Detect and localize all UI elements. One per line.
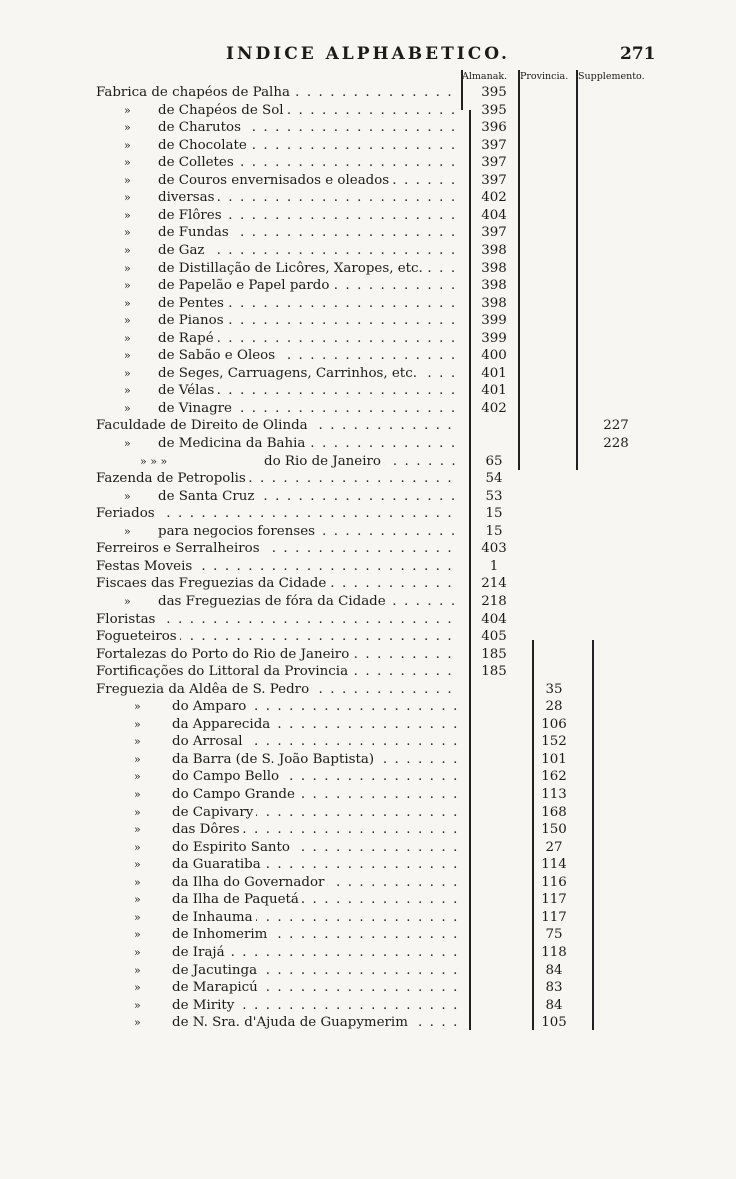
index-entry bbox=[0, 962, 736, 980]
entry-label bbox=[158, 295, 460, 313]
entry-label-text: da Guaratiba bbox=[172, 857, 264, 872]
page-ref-provincia: 84 bbox=[545, 962, 563, 978]
index-entry bbox=[0, 751, 736, 769]
ditto-mark: » bbox=[124, 121, 131, 135]
entry-label-text: de Seges, Carruagens, Carrinhos, etc. bbox=[158, 366, 420, 381]
entry-label-text: Fortificações do Littoral da Provincia bbox=[96, 664, 351, 679]
page-ref-almanak: 403 bbox=[481, 541, 507, 557]
ditto-mark: » bbox=[134, 752, 141, 766]
entry-label bbox=[158, 207, 460, 225]
entry-label bbox=[158, 435, 460, 453]
ditto-mark: » bbox=[134, 1016, 141, 1030]
entry-label bbox=[158, 312, 460, 330]
index-entry bbox=[0, 154, 736, 172]
page-ref-almanak: 395 bbox=[481, 102, 507, 118]
index-entry bbox=[0, 207, 736, 225]
index-entry bbox=[0, 558, 736, 576]
entry-label-text: das Freguezias de fóra da Cidade bbox=[158, 594, 389, 609]
ditto-mark: » bbox=[134, 998, 141, 1012]
page-ref-almanak: 402 bbox=[481, 400, 507, 416]
entry-label-text: para negocios forenses bbox=[158, 524, 318, 539]
index-entry bbox=[0, 137, 736, 155]
entry-label bbox=[158, 137, 460, 155]
page-ref-almanak: 396 bbox=[481, 120, 507, 136]
page-ref-almanak: 65 bbox=[485, 453, 503, 469]
entry-label bbox=[158, 260, 460, 278]
entry-label bbox=[172, 909, 460, 927]
page-title: INDICE ALPHABETICO. bbox=[226, 44, 510, 64]
entry-label bbox=[158, 400, 460, 418]
entry-label-text: da Barra (de S. João Baptista) bbox=[172, 752, 377, 767]
column-header-provincia: Provincia. bbox=[520, 71, 569, 82]
ditto-mark: » bbox=[134, 858, 141, 872]
index-entry bbox=[0, 979, 736, 997]
page-ref-almanak: 214 bbox=[481, 576, 507, 592]
ditto-mark: » bbox=[124, 156, 131, 170]
page-ref-provincia: 150 bbox=[541, 822, 567, 838]
entry-label bbox=[172, 716, 460, 734]
ditto-mark: » bbox=[124, 489, 131, 503]
entry-label bbox=[96, 681, 460, 699]
page-ref-almanak: 397 bbox=[481, 155, 507, 171]
ditto-mark: » bbox=[134, 928, 141, 942]
ditto-mark: » bbox=[134, 981, 141, 995]
entry-label bbox=[158, 330, 460, 348]
entry-label bbox=[172, 874, 460, 892]
index-entry bbox=[0, 786, 736, 804]
page-ref-provincia: 27 bbox=[545, 839, 563, 855]
index-entry bbox=[0, 382, 736, 400]
entry-label bbox=[172, 1014, 460, 1032]
entry-label-text: de Jacutinga bbox=[172, 963, 260, 978]
ditto-mark: » bbox=[124, 349, 131, 363]
entry-label bbox=[172, 839, 460, 857]
index-entry bbox=[0, 926, 736, 944]
page-ref-provincia: 101 bbox=[541, 751, 567, 767]
page-ref-almanak: 398 bbox=[481, 260, 507, 276]
index-entry bbox=[0, 821, 736, 839]
column-header-supplemento: Supplemento. bbox=[578, 71, 645, 82]
entry-label bbox=[158, 102, 460, 120]
index-entry bbox=[0, 593, 736, 611]
entry-label-text: Fiscaes das Freguezias da Cidade bbox=[96, 576, 329, 591]
entry-label-text: Fazenda de Petropolis bbox=[96, 471, 249, 486]
entry-label-text: Floristas bbox=[96, 612, 158, 627]
entry-label-text: de Papelão e Papel pardo bbox=[158, 278, 332, 293]
page-ref-provincia: 84 bbox=[545, 997, 563, 1013]
entry-label-text: de Distillação de Licôres, Xaropes, etc. bbox=[158, 261, 426, 276]
index-entry bbox=[0, 312, 736, 330]
index-entry bbox=[0, 523, 736, 541]
entry-label bbox=[96, 417, 460, 435]
entry-label bbox=[158, 119, 460, 137]
entry-label bbox=[158, 347, 460, 365]
column-header-almanak: Almanak. bbox=[462, 71, 508, 82]
entry-label-text: de Flôres bbox=[158, 208, 225, 223]
page-ref-provincia: 28 bbox=[545, 699, 563, 715]
entry-label bbox=[172, 979, 460, 997]
entry-label bbox=[172, 804, 460, 822]
index-entry bbox=[0, 330, 736, 348]
entry-label-text: de Irajá bbox=[172, 945, 228, 960]
index-entry bbox=[0, 1014, 736, 1032]
ditto-mark: » bbox=[134, 963, 141, 977]
entry-label-text: de Inhomerim bbox=[172, 927, 270, 942]
ditto-mark: » bbox=[134, 805, 141, 819]
page-ref-almanak: 399 bbox=[481, 313, 507, 329]
entry-label bbox=[158, 488, 460, 506]
ditto-mark: » bbox=[124, 279, 131, 293]
entry-label bbox=[172, 997, 460, 1015]
page-ref-almanak: 185 bbox=[481, 664, 507, 680]
entry-label-text: diversas bbox=[158, 190, 217, 205]
index-entry bbox=[0, 470, 736, 488]
page-ref-provincia: 168 bbox=[541, 804, 567, 820]
entry-label-text: de Sabão e Oleos bbox=[158, 348, 278, 363]
index-entry bbox=[0, 84, 736, 102]
entry-label bbox=[172, 821, 460, 839]
ditto-mark: » bbox=[134, 700, 141, 714]
entry-label-text: de Charutos bbox=[158, 120, 244, 135]
entry-label-text: de Capivary bbox=[172, 805, 256, 820]
entry-label bbox=[96, 663, 460, 681]
index-entry bbox=[0, 488, 736, 506]
page-ref-almanak: 400 bbox=[481, 348, 507, 364]
index-entry bbox=[0, 909, 736, 927]
index-entry bbox=[0, 804, 736, 822]
entry-label-text: de Mirity bbox=[172, 998, 237, 1013]
entry-label bbox=[96, 611, 460, 629]
page-ref-almanak: 404 bbox=[481, 207, 507, 223]
entry-label-text: de Colletes bbox=[158, 155, 237, 170]
entry-label-text: da Apparecida bbox=[172, 717, 273, 732]
index-entry bbox=[0, 453, 736, 471]
page-ref-almanak: 405 bbox=[481, 629, 507, 645]
index-entry bbox=[0, 189, 736, 207]
index-entry bbox=[0, 435, 736, 453]
ditto-mark: » bbox=[124, 366, 131, 380]
page-ref-almanak: 398 bbox=[481, 278, 507, 294]
page-ref-provincia: 105 bbox=[541, 1015, 567, 1031]
entry-label-text: de Rapé bbox=[158, 331, 217, 346]
ditto-mark: » bbox=[124, 384, 131, 398]
index-entry bbox=[0, 417, 736, 435]
ditto-mark: » bbox=[124, 191, 131, 205]
entry-label bbox=[172, 733, 460, 751]
page-ref-almanak: 401 bbox=[481, 365, 507, 381]
page-ref-provincia: 152 bbox=[541, 734, 567, 750]
index-entry bbox=[0, 646, 736, 664]
page-ref-supplemento: 228 bbox=[603, 436, 629, 451]
index-entry bbox=[0, 681, 736, 699]
entry-label-text: de Fundas bbox=[158, 225, 232, 240]
entry-label bbox=[172, 698, 460, 716]
page-ref-almanak: 54 bbox=[485, 471, 503, 487]
index-entry bbox=[0, 365, 736, 383]
entry-label bbox=[158, 365, 460, 383]
entry-label-text: do Arrosal bbox=[172, 734, 246, 749]
page-ref-provincia: 117 bbox=[541, 909, 567, 925]
entry-label-text: de Marapicú bbox=[172, 980, 261, 995]
entry-label-text: de Vélas bbox=[158, 383, 217, 398]
page-ref-almanak: 397 bbox=[481, 225, 507, 241]
ditto-mark: » bbox=[124, 401, 131, 415]
entry-label bbox=[172, 962, 460, 980]
index-entry bbox=[0, 575, 736, 593]
entry-label-text: de Couros envernisados e oleados bbox=[158, 173, 392, 188]
ditto-mark: » bbox=[134, 717, 141, 731]
page-ref-almanak: 398 bbox=[481, 242, 507, 258]
entry-label-text: Faculdade de Direito de Olinda bbox=[96, 418, 311, 433]
index-entry bbox=[0, 611, 736, 629]
page-ref-almanak: 402 bbox=[481, 190, 507, 206]
entry-label bbox=[96, 540, 460, 558]
ditto-mark: » bbox=[124, 314, 131, 328]
ditto-mark: » bbox=[124, 261, 131, 275]
entry-label bbox=[158, 277, 460, 295]
index-entry bbox=[0, 260, 736, 278]
page-ref-provincia: 75 bbox=[545, 927, 563, 943]
entry-label-text: Fabrica de chapéos de Palha bbox=[96, 85, 293, 100]
page-ref-almanak: 397 bbox=[481, 137, 507, 153]
entry-label-text: do Campo Grande bbox=[172, 787, 298, 802]
entry-label bbox=[172, 944, 460, 962]
entry-label-text: de Chapéos de Sol bbox=[158, 103, 287, 118]
ditto-mark: » bbox=[124, 208, 131, 222]
ditto-mark: » bbox=[124, 331, 131, 345]
index-entry bbox=[0, 505, 736, 523]
entry-label bbox=[96, 505, 460, 523]
index-entry bbox=[0, 874, 736, 892]
index-entry bbox=[0, 891, 736, 909]
entry-label bbox=[158, 189, 460, 207]
index-entry bbox=[0, 277, 736, 295]
index-entry bbox=[0, 856, 736, 874]
page-ref-almanak: 53 bbox=[485, 488, 503, 504]
entry-label-text: do Espirito Santo bbox=[172, 840, 293, 855]
index-entry bbox=[0, 172, 736, 190]
entry-label-text: do Amparo bbox=[172, 699, 249, 714]
entry-label bbox=[158, 154, 460, 172]
entry-label-text: da Ilha do Governador bbox=[172, 875, 327, 890]
page-ref-almanak: 399 bbox=[481, 330, 507, 346]
entry-label bbox=[96, 470, 460, 488]
page-ref-provincia: 117 bbox=[541, 892, 567, 908]
ditto-mark: » bbox=[134, 875, 141, 889]
index-entry bbox=[0, 628, 736, 646]
page-number: 271 bbox=[620, 44, 656, 64]
page-ref-almanak: 15 bbox=[485, 506, 503, 522]
ditto-mark: » bbox=[124, 594, 131, 608]
index-entry bbox=[0, 102, 736, 120]
page-ref-provincia: 116 bbox=[541, 874, 567, 890]
index-entry bbox=[0, 733, 736, 751]
ditto-mark: » bbox=[124, 296, 131, 310]
page-ref-almanak: 401 bbox=[481, 383, 507, 399]
index-entry bbox=[0, 768, 736, 786]
entry-label bbox=[158, 593, 460, 611]
page-ref-almanak: 185 bbox=[481, 646, 507, 662]
page-ref-provincia: 106 bbox=[541, 716, 567, 732]
entry-label bbox=[172, 891, 460, 909]
entry-label bbox=[172, 768, 460, 786]
page-ref-provincia: 35 bbox=[545, 681, 563, 697]
entry-label-text: do Campo Bello bbox=[172, 769, 282, 784]
entry-label bbox=[172, 856, 460, 874]
ditto-mark: » bbox=[124, 138, 131, 152]
index-entry bbox=[0, 997, 736, 1015]
index-entry bbox=[0, 347, 736, 365]
index-entry bbox=[0, 716, 736, 734]
index-entry bbox=[0, 242, 736, 260]
ditto-mark: » bbox=[134, 823, 141, 837]
ditto-mark: » bbox=[134, 788, 141, 801]
ditto-mark: » bbox=[124, 243, 131, 257]
index-entry bbox=[0, 295, 736, 313]
page-ref-almanak: 1 bbox=[489, 558, 499, 574]
entry-label-text: de Medicina da Bahia bbox=[158, 436, 308, 451]
entry-label bbox=[96, 84, 460, 102]
index-entry bbox=[0, 944, 736, 962]
page-ref-almanak: 395 bbox=[481, 85, 507, 100]
entry-label-text: de N. Sra. d'Ajuda de Guapymerim bbox=[172, 1015, 411, 1030]
index-entry bbox=[0, 119, 736, 137]
entry-label-text: Festas Moveis bbox=[96, 559, 195, 574]
entry-label bbox=[158, 382, 460, 400]
entry-label bbox=[172, 926, 460, 944]
index-entry bbox=[0, 400, 736, 418]
entry-label bbox=[158, 224, 460, 242]
entry-label bbox=[172, 786, 460, 804]
page-ref-provincia: 113 bbox=[541, 787, 567, 802]
entry-label bbox=[96, 558, 460, 576]
page-ref-almanak: 15 bbox=[485, 523, 503, 539]
entry-label bbox=[158, 242, 460, 260]
entry-label-text: de Gaz bbox=[158, 243, 208, 258]
ditto-mark: » bbox=[124, 103, 131, 117]
ditto-mark: » » » bbox=[140, 454, 168, 468]
index-entry bbox=[0, 663, 736, 681]
entry-label bbox=[158, 172, 460, 190]
page-ref-almanak: 218 bbox=[481, 593, 507, 609]
page-ref-provincia: 114 bbox=[541, 857, 567, 873]
page-ref-provincia: 162 bbox=[541, 769, 567, 785]
entry-label-text: Feriados bbox=[96, 506, 158, 521]
entry-label-text: das Dôres bbox=[172, 822, 243, 837]
index-entry bbox=[0, 540, 736, 558]
entry-label bbox=[96, 575, 460, 593]
page-ref-supplemento: 227 bbox=[603, 418, 629, 434]
entry-label-text: de Santa Cruz bbox=[158, 489, 257, 504]
ditto-mark: » bbox=[134, 840, 141, 854]
ditto-mark: » bbox=[134, 945, 141, 959]
page-ref-almanak: 404 bbox=[481, 611, 507, 627]
ditto-mark: » bbox=[124, 226, 131, 240]
ditto-mark: » bbox=[134, 893, 141, 907]
entry-label bbox=[96, 646, 460, 664]
page-ref-provincia: 83 bbox=[545, 980, 563, 996]
entry-label bbox=[172, 751, 460, 769]
ditto-mark: » bbox=[124, 173, 131, 187]
ditto-mark: » bbox=[134, 735, 141, 749]
page-ref-almanak: 397 bbox=[481, 172, 507, 188]
page-ref-provincia: 118 bbox=[541, 944, 567, 960]
entry-label-text: Fogueteiros bbox=[96, 629, 180, 644]
entry-label-text: Freguezia da Aldêa de S. Pedro bbox=[96, 682, 312, 697]
entry-label-text: de Inhauma bbox=[172, 910, 256, 925]
entry-label-text: Ferreiros e Serralheiros bbox=[96, 541, 263, 556]
entry-label-text: de Pianos bbox=[158, 313, 227, 328]
ditto-mark: » bbox=[134, 910, 141, 924]
entry-label-text: Fortalezas do Porto do Rio de Janeiro bbox=[96, 647, 352, 662]
ditto-mark: » bbox=[124, 524, 131, 538]
entry-label bbox=[264, 453, 460, 471]
index-entry bbox=[0, 224, 736, 242]
entry-label-text: de Chocolate bbox=[158, 138, 250, 153]
entry-label-text: da Ilha de Paquetá bbox=[172, 892, 302, 907]
entry-label-text: de Pentes bbox=[158, 296, 227, 311]
ditto-mark: » bbox=[124, 437, 131, 450]
index-entry bbox=[0, 839, 736, 857]
ditto-mark: » bbox=[134, 770, 141, 784]
entry-label-text: de Vinagre bbox=[158, 401, 235, 416]
index-entry bbox=[0, 698, 736, 716]
entry-label bbox=[158, 523, 460, 541]
entry-label bbox=[96, 628, 460, 646]
page-ref-almanak: 398 bbox=[481, 295, 507, 311]
entry-label-text: do Rio de Janeiro bbox=[264, 454, 384, 469]
